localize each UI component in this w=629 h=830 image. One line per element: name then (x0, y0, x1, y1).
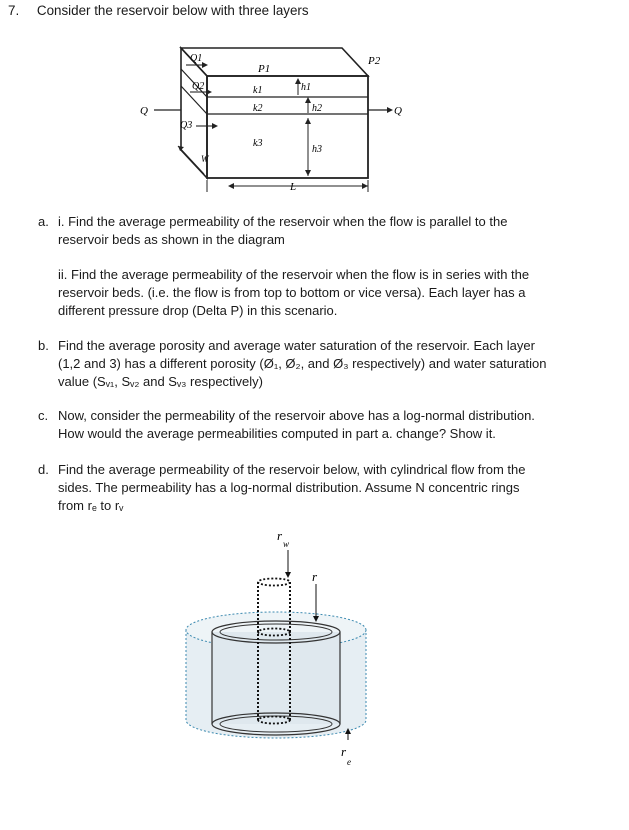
part-c-line2: How would the average permeabilities computed in part a. change? Show it. (58, 426, 496, 441)
label-q2: Q2 (192, 81, 205, 92)
part-a-ii-line3: different pressure drop (Delta P) in this scenario. (58, 303, 338, 318)
question-heading (8, 2, 309, 20)
part-a-ii-line2: reservoir beds. (i.e. the flow is from top to bottom or vice versa). Each layer has a (58, 285, 526, 300)
question-title: Consider the reservoir below with three layers (36, 3, 309, 18)
label-k3: k3 (253, 138, 263, 149)
label-rw-sub: w (283, 539, 290, 549)
part-d-line3: from rₑ to rᵥ (58, 498, 124, 513)
label-h2: h2 (312, 103, 322, 114)
part-a-ii (58, 266, 598, 320)
label-q3: Q3 (180, 120, 193, 131)
label-h1: h1 (301, 82, 311, 93)
part-b-line2: (1,2 and 3) has a different porosity (Ø₁, Ø₂, and Ø₃ respectively) and water saturation (58, 356, 547, 371)
part-c-label: c. (38, 408, 49, 423)
question-number: 7. (8, 3, 20, 18)
label-rw: r (277, 528, 283, 543)
part-c (58, 407, 598, 443)
block-front-face (207, 76, 368, 178)
part-a-i (58, 213, 598, 249)
label-k2: k2 (253, 103, 263, 114)
part-b-line3: value (Sᵥ₁, Sᵥ₂ and Sᵥ₃ respectively) (58, 374, 264, 389)
label-w: W (201, 154, 209, 164)
part-d-line2: sides. The permeability has a log-normal distribution. Assume N concentric rings (58, 480, 520, 495)
part-c-line1: Now, consider the permeability of the reservoir above has a log-normal distribution. (58, 408, 535, 423)
part-b (58, 337, 598, 391)
part-a-i-line2: reservoir beds as shown in the diagram (58, 232, 285, 247)
label-q-out: Q (394, 105, 402, 117)
part-b-line1: Find the average porosity and average water saturation of the reservoir. Each layer (58, 338, 535, 353)
part-a-i-line1: i. Find the average permeability of the reservoir when the flow is parallel to the (58, 214, 508, 229)
part-a-label: a. (38, 214, 49, 229)
label-q1: Q1 (190, 53, 203, 64)
label-re-sub: e (347, 757, 351, 767)
cylinder-diagram (176, 520, 376, 780)
label-re: r (341, 744, 347, 759)
label-q-in: Q (140, 105, 148, 117)
reservoir-block-diagram (140, 40, 410, 195)
label-r: r (312, 569, 318, 584)
part-d-line1: Find the average permeability of the reservoir below, with cylindrical flow from the (58, 462, 526, 477)
part-d-label: d. (38, 462, 49, 477)
part-a-ii-line1: ii. Find the average permeability of the reservoir when the flow is in series with the (58, 267, 530, 282)
label-h3: h3 (312, 144, 322, 155)
label-p1: P1 (258, 63, 271, 75)
label-p2: P2 (368, 55, 381, 67)
label-k1: k1 (253, 85, 263, 96)
label-l: L (290, 181, 297, 193)
block-top-face (181, 48, 368, 76)
part-b-label: b. (38, 338, 49, 353)
part-d (58, 461, 598, 515)
